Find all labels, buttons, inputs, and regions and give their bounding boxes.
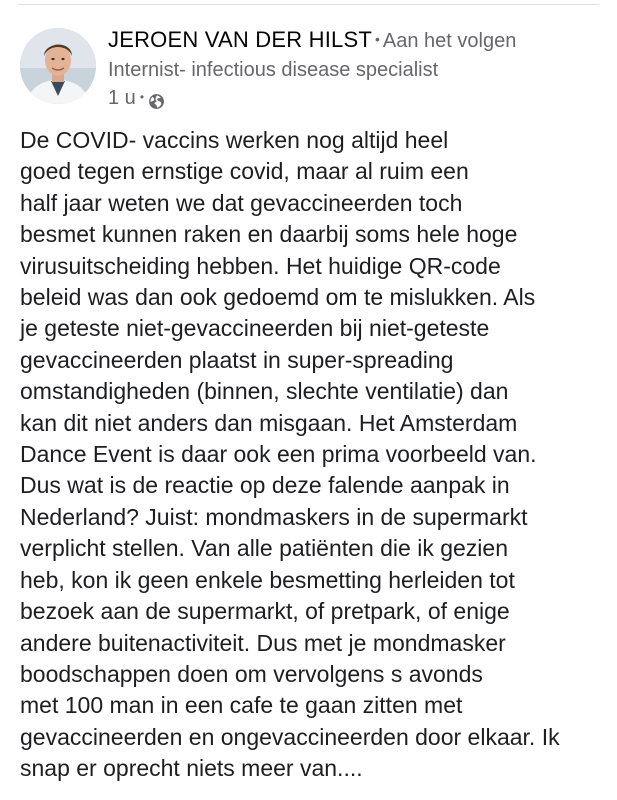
post-text-line: gevaccineerden en ongevaccineerden door elkaar. Ik	[20, 723, 560, 750]
post-text-line: Nederland? Juist: mondmaskers in de supermarkt	[20, 503, 528, 530]
author-name-line	[108, 24, 607, 56]
post-text	[20, 125, 595, 785]
avatar-photo	[20, 28, 96, 104]
post-meta	[108, 84, 607, 112]
post-text-line: bezoek aan de supermarkt, of pretpark, of enige	[20, 598, 510, 625]
post-text-line: De COVID- vaccins werken nog altijd heel	[20, 127, 449, 153]
post-header	[20, 24, 607, 114]
post-text-line: snap er oprecht niets meer van....	[20, 755, 363, 782]
post-text-line: Dance Event is daar ook een prima voorbeeld van.	[20, 441, 537, 468]
post-text-line: je geteste niet-gevaccineerden bij niet-geteste	[20, 315, 490, 342]
post-text-line: Dus wat is de reactie op deze falende aanpak in	[20, 472, 510, 499]
post-text-line: met 100 man in een cafe te gaan zitten met	[20, 692, 463, 719]
post-text-line: goed tegen ernstige covid, maar al ruim een	[20, 158, 469, 185]
post-text-line: beleid was dan ook gedoemd om te mislukken. Als	[20, 284, 536, 311]
meta-separator-dot: •	[139, 90, 145, 104]
following-button[interactable]: Aan het volgen	[382, 30, 517, 52]
avatar[interactable]	[20, 28, 96, 104]
post-text-line: besmet kunnen raken en daarbij soms hele hoge	[20, 221, 518, 248]
post-text-line: andere buitenactiviteit. Dus met je mondmasker	[20, 629, 506, 656]
post-text-line: half jaar weten we dat gevaccineerden toch	[20, 189, 463, 216]
post-text-line: virusuitscheiding hebben. Het huidige QR-code	[20, 252, 501, 279]
author-block	[108, 24, 607, 112]
post-text-line: gevaccineerden plaatst in super-spreading	[20, 346, 454, 373]
globe-icon[interactable]	[148, 90, 165, 107]
top-divider	[18, 4, 599, 5]
separator-dot: •	[374, 31, 380, 47]
post-text-line: kan dit niet anders dan misgaan. Het Amsterdam	[20, 409, 518, 436]
post-timestamp[interactable]: 1 u	[108, 87, 136, 109]
author-subtitle: Internist- infectious disease specialist	[108, 59, 439, 81]
author-name[interactable]: JEROEN VAN DER HILST	[108, 27, 372, 52]
post-text-line: heb, kon ik geen enkele besmetting herleiden tot	[20, 566, 515, 593]
post-text-line: omstandigheden (binnen, slechte ventilatie) dan	[20, 378, 509, 405]
post-text-line: boodschappen doen om vervolgens s avonds	[20, 660, 483, 687]
post-text-line: verplicht stellen. Van alle patiënten die ik gezien	[20, 535, 508, 562]
